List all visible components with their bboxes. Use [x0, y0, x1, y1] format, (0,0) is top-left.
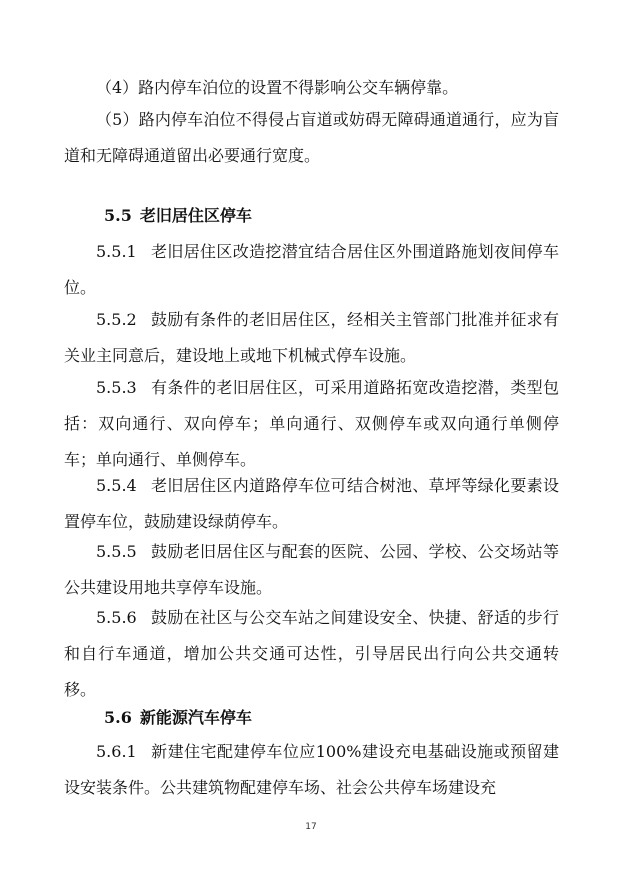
- clause-5-5-6: [64, 600, 559, 708]
- clause-number: 5.5.1: [96, 242, 137, 261]
- section-heading-5-6: [104, 700, 559, 736]
- clause-5-6-1: [64, 734, 559, 806]
- clause-5-5-2: [64, 302, 559, 374]
- clause-text: 鼓励有条件的老旧居住区，经相关主管部门批准并征求有关业主同意后，建设地上或地下机械式停车设施。: [64, 310, 559, 365]
- clause-number: 5.5.2: [96, 310, 137, 329]
- section-heading-5-5: [104, 198, 559, 234]
- paragraph-item-4: [64, 70, 559, 106]
- paragraph-text: （5）路内停车泊位不得侵占盲道或妨碍无障碍通道通行，应为盲道和无障碍通道留出必要通行宽度。: [64, 110, 559, 165]
- clause-5-5-3: [64, 370, 559, 478]
- clause-text: 有条件的老旧居住区，可采用道路拓宽改造挖潜，类型包括：双向通行、双向停车；单向通行、双侧停车或双向通行单侧停车；单向通行、单侧停车。: [64, 378, 559, 469]
- section-title: 老旧居住区停车: [139, 206, 252, 225]
- clause-number: 5.5.5: [96, 542, 137, 561]
- clause-number: 5.5.4: [96, 476, 137, 495]
- clause-5-5-1: [64, 234, 559, 306]
- clause-text: 老旧居住区改造挖潜宜结合居住区外围道路施划夜间停车位。: [64, 242, 559, 297]
- clause-5-5-5: [64, 534, 559, 606]
- section-number: 5.5: [104, 206, 132, 225]
- section-title: 新能源汽车停车: [139, 708, 252, 727]
- clause-text: 鼓励在社区与公交车站之间建设安全、快捷、舒适的步行和自行车通道，增加公共交通可达性，引导居民出行向公共交通转移。: [64, 608, 559, 699]
- clause-text: 老旧居住区内道路停车位可结合树池、草坪等绿化要素设置停车位，鼓励建设绿荫停车。: [64, 476, 559, 531]
- clause-number: 5.5.6: [96, 608, 137, 627]
- clause-text: 新建住宅配建停车位应100%建设充电基础设施或预留建设安装条件。公共建筑物配建停车场、社会公共停车场建设充: [64, 742, 559, 797]
- clause-number: 5.6.1: [96, 742, 137, 761]
- clause-5-5-4: [64, 468, 559, 540]
- clause-text: 鼓励老旧居住区与配套的医院、公园、学校、公交场站等公共建设用地共享停车设施。: [64, 542, 559, 597]
- clause-number: 5.5.3: [96, 378, 137, 397]
- paragraph-text: （4）路内停车泊位的设置不得影响公交车辆停靠。: [96, 78, 459, 97]
- section-number: 5.6: [104, 708, 132, 727]
- paragraph-item-5: [64, 102, 559, 174]
- page-number: 17: [305, 822, 317, 832]
